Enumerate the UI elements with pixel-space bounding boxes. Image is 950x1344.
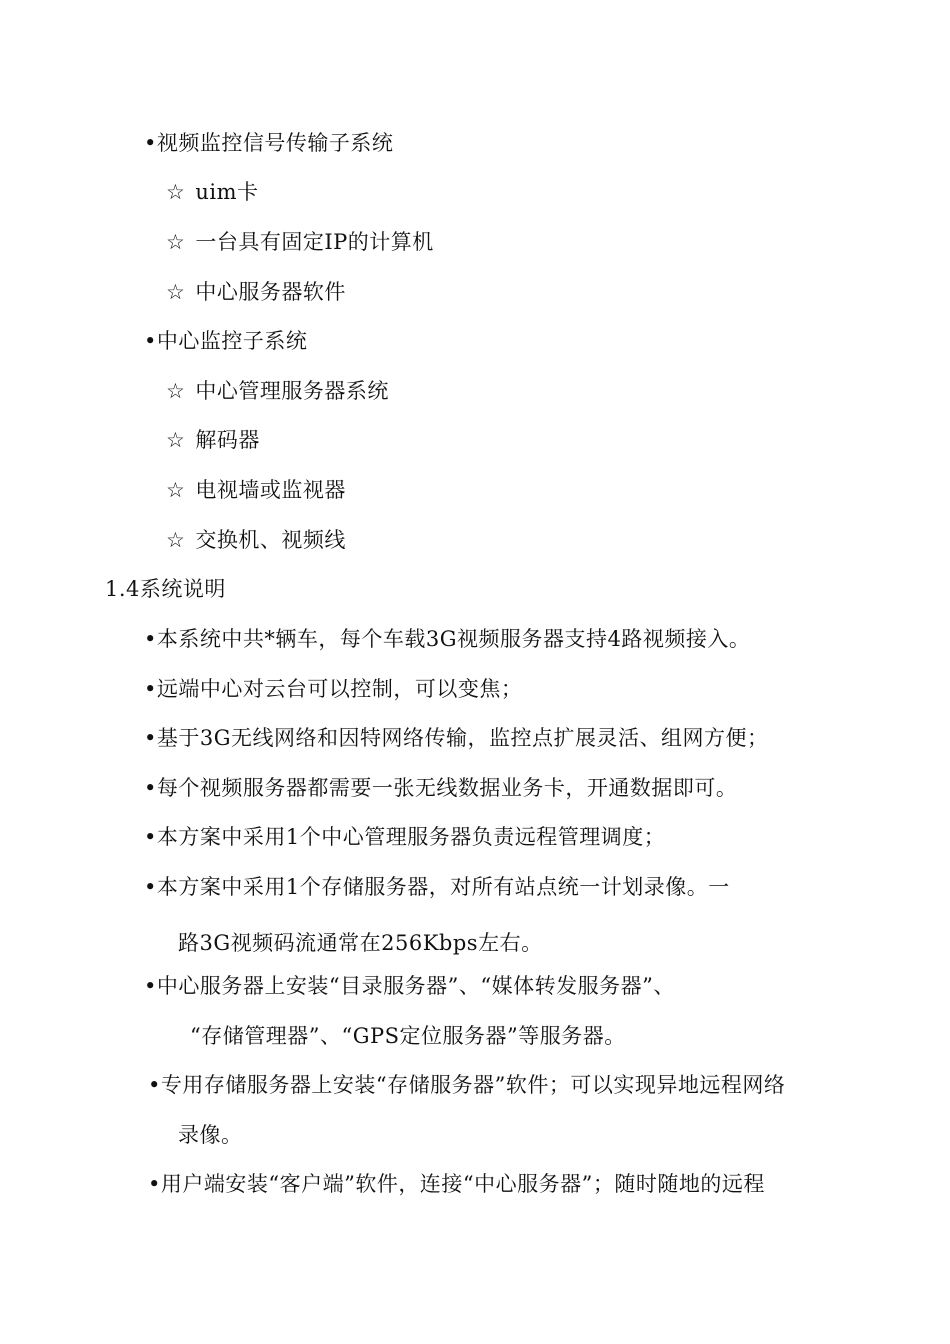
subsystem-transmission-title: •视频监控信号传输子系统 xyxy=(144,131,394,155)
list-item xyxy=(166,376,389,406)
list-item xyxy=(166,525,346,555)
list-item xyxy=(166,227,434,257)
paragraph: •远端中心对云台可以控制，可以变焦； xyxy=(144,677,523,701)
list-item-text: 电视墙或监视器 xyxy=(195,478,346,502)
paragraph: •每个视频服务器都需要一张无线数据业务卡，开通数据即可。 xyxy=(144,776,738,800)
paragraph: •基于3G无线网络和因特网络传输，监控点扩展灵活、组网方便； xyxy=(144,726,769,750)
paragraph: •中心服务器上安装“目录服务器”、“媒体转发服务器”、 xyxy=(144,974,675,998)
star-icon: ☆ xyxy=(166,528,186,552)
paragraph: •本方案中采用1个中心管理服务器负责远程管理调度； xyxy=(144,825,666,849)
paragraph: •本系统中共*辆车，每个车载3G视频服务器支持4路视频接入。 xyxy=(144,627,751,651)
list-item-text: 交换机、视频线 xyxy=(195,528,346,552)
paragraph-continuation: “存储管理器”、“GPS定位服务器”等服务器。 xyxy=(190,1024,626,1048)
list-item-text: 一台具有固定IP的计算机 xyxy=(195,230,434,254)
star-icon: ☆ xyxy=(166,379,186,403)
list-item xyxy=(166,277,346,307)
star-icon: ☆ xyxy=(166,280,186,304)
star-icon: ☆ xyxy=(166,478,186,502)
list-item-text: 解码器 xyxy=(195,428,260,452)
paragraph: •用户端安装“客户端”软件，连接“中心服务器”；随时随地的远程 xyxy=(148,1172,765,1196)
list-item xyxy=(166,177,258,207)
paragraph: •专用存储服务器上安装“存储服务器”软件；可以实现异地远程网络 xyxy=(148,1073,786,1097)
list-item xyxy=(166,475,346,505)
list-item-text: 中心管理服务器系统 xyxy=(195,379,389,403)
paragraph: •本方案中采用1个存储服务器，对所有站点统一计划录像。一 xyxy=(144,875,730,899)
list-item xyxy=(166,425,260,455)
paragraph-continuation: 录像。 xyxy=(178,1123,243,1147)
star-icon: ☆ xyxy=(166,428,186,452)
subsystem-center-title: •中心监控子系统 xyxy=(144,329,308,353)
list-item-text: 中心服务器软件 xyxy=(195,280,346,304)
section-heading: 1.4系统说明 xyxy=(105,577,226,601)
star-icon: ☆ xyxy=(166,180,186,204)
list-item-text: uim卡 xyxy=(195,180,259,204)
star-icon: ☆ xyxy=(166,230,186,254)
paragraph-continuation: 路3G视频码流通常在256Kbps左右。 xyxy=(178,931,543,955)
